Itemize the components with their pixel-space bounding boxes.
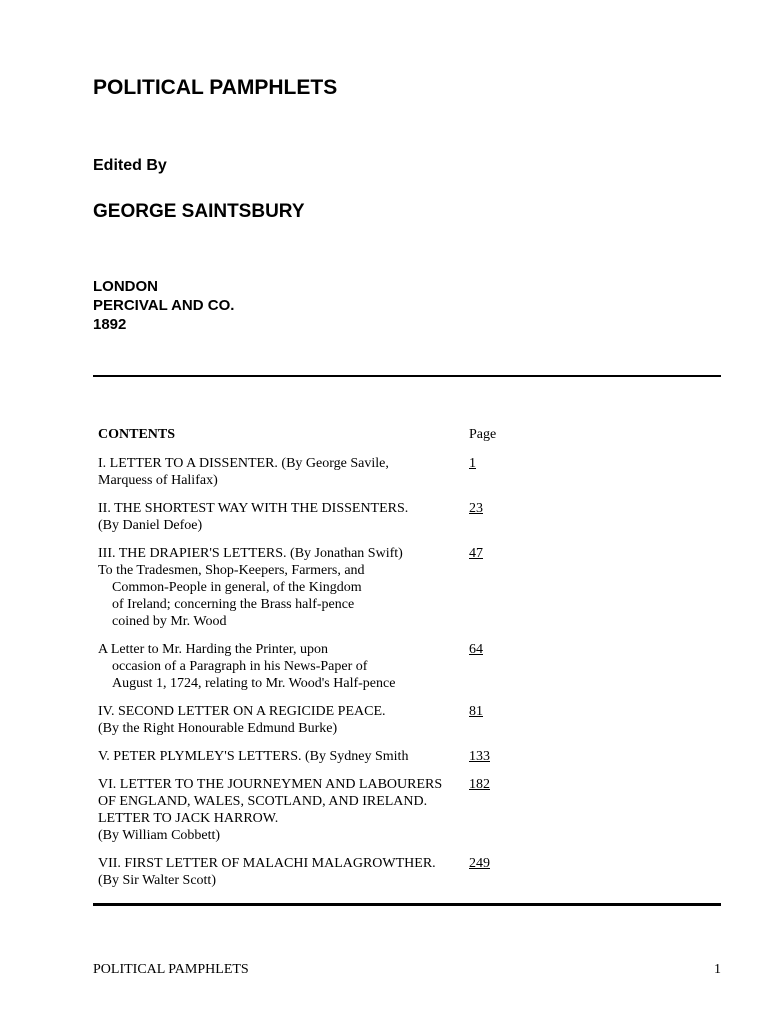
toc-entry-line: of Ireland; concerning the Brass half-pence xyxy=(112,597,355,612)
toc-page-link[interactable]: 133 xyxy=(469,749,490,764)
document-title: POLITICAL PAMPHLETS xyxy=(93,76,338,99)
contents-heading: CONTENTS xyxy=(98,427,176,442)
toc-entry-line: August 1, 1724, relating to Mr. Wood's Half-pence xyxy=(112,676,396,691)
toc-entry-line: I. LETTER TO A DISSENTER. (By George Savile, xyxy=(98,456,389,471)
toc-page-link[interactable]: 81 xyxy=(469,704,483,719)
toc-entry-line: (By the Right Honourable Edmund Burke) xyxy=(98,721,338,736)
toc-entry-line: occasion of a Paragraph in his News-Paper of xyxy=(112,659,368,674)
publisher-year: 1892 xyxy=(93,316,127,333)
toc-entry-line: To the Tradesmen, Shop-Keepers, Farmers, and xyxy=(98,563,365,578)
toc-entry-line: (By Sir Walter Scott) xyxy=(98,873,216,888)
footer-page-number: 1 xyxy=(714,962,721,977)
page-column-heading: Page xyxy=(469,427,497,442)
toc-page-link[interactable]: 23 xyxy=(469,501,483,516)
toc-entry-line: V. PETER PLYMLEY'S LETTERS. (By Sydney Smith xyxy=(98,749,409,764)
toc-entry-line: III. THE DRAPIER'S LETTERS. (By Jonathan Swift) xyxy=(98,546,403,561)
toc-entry-line: (By Daniel Defoe) xyxy=(98,518,203,533)
bottom-divider xyxy=(93,903,721,906)
toc-page-link[interactable]: 47 xyxy=(469,546,483,561)
editor-name: GEORGE SAINTSBURY xyxy=(93,201,305,222)
toc-entry xyxy=(98,545,518,630)
toc-entry xyxy=(98,776,518,844)
toc-entry-line: A Letter to Mr. Harding the Printer, upon xyxy=(98,642,329,657)
toc-entry xyxy=(98,455,518,489)
toc-entry xyxy=(98,500,518,534)
toc-entry xyxy=(98,855,518,889)
toc-page-link[interactable]: 182 xyxy=(469,777,490,792)
edited-by-label: Edited By xyxy=(93,157,167,174)
table-of-contents xyxy=(98,426,518,900)
footer-title: POLITICAL PAMPHLETS xyxy=(93,962,249,977)
top-divider xyxy=(93,375,721,377)
toc-entry xyxy=(98,641,518,692)
toc-page-link[interactable]: 1 xyxy=(469,456,476,471)
toc-entry-line: coined by Mr. Wood xyxy=(112,614,227,629)
toc-entry xyxy=(98,748,518,765)
toc-entry-line: LETTER TO JACK HARROW. xyxy=(98,811,279,826)
toc-page-link[interactable]: 64 xyxy=(469,642,483,657)
publisher-city: LONDON xyxy=(93,278,158,295)
toc-entry-line: II. THE SHORTEST WAY WITH THE DISSENTERS. xyxy=(98,501,409,516)
toc-entry-line: VI. LETTER TO THE JOURNEYMEN AND LABOURERS xyxy=(98,777,443,792)
toc-entry-line: (By William Cobbett) xyxy=(98,828,221,843)
toc-entry xyxy=(98,703,518,737)
toc-entry-line: IV. SECOND LETTER ON A REGICIDE PEACE. xyxy=(98,704,386,719)
toc-entry-line: VII. FIRST LETTER OF MALACHI MALAGROWTHER. xyxy=(98,856,436,871)
publisher-block xyxy=(93,277,234,334)
contents-header xyxy=(98,426,518,443)
publisher-name: PERCIVAL AND CO. xyxy=(93,297,235,314)
toc-entry-line: Common-People in general, of the Kingdom xyxy=(112,580,362,595)
toc-page-link[interactable]: 249 xyxy=(469,856,490,871)
toc-entry-line: Marquess of Halifax) xyxy=(98,473,218,488)
toc-entry-line: OF ENGLAND, WALES, SCOTLAND, AND IRELAND. xyxy=(98,794,428,809)
